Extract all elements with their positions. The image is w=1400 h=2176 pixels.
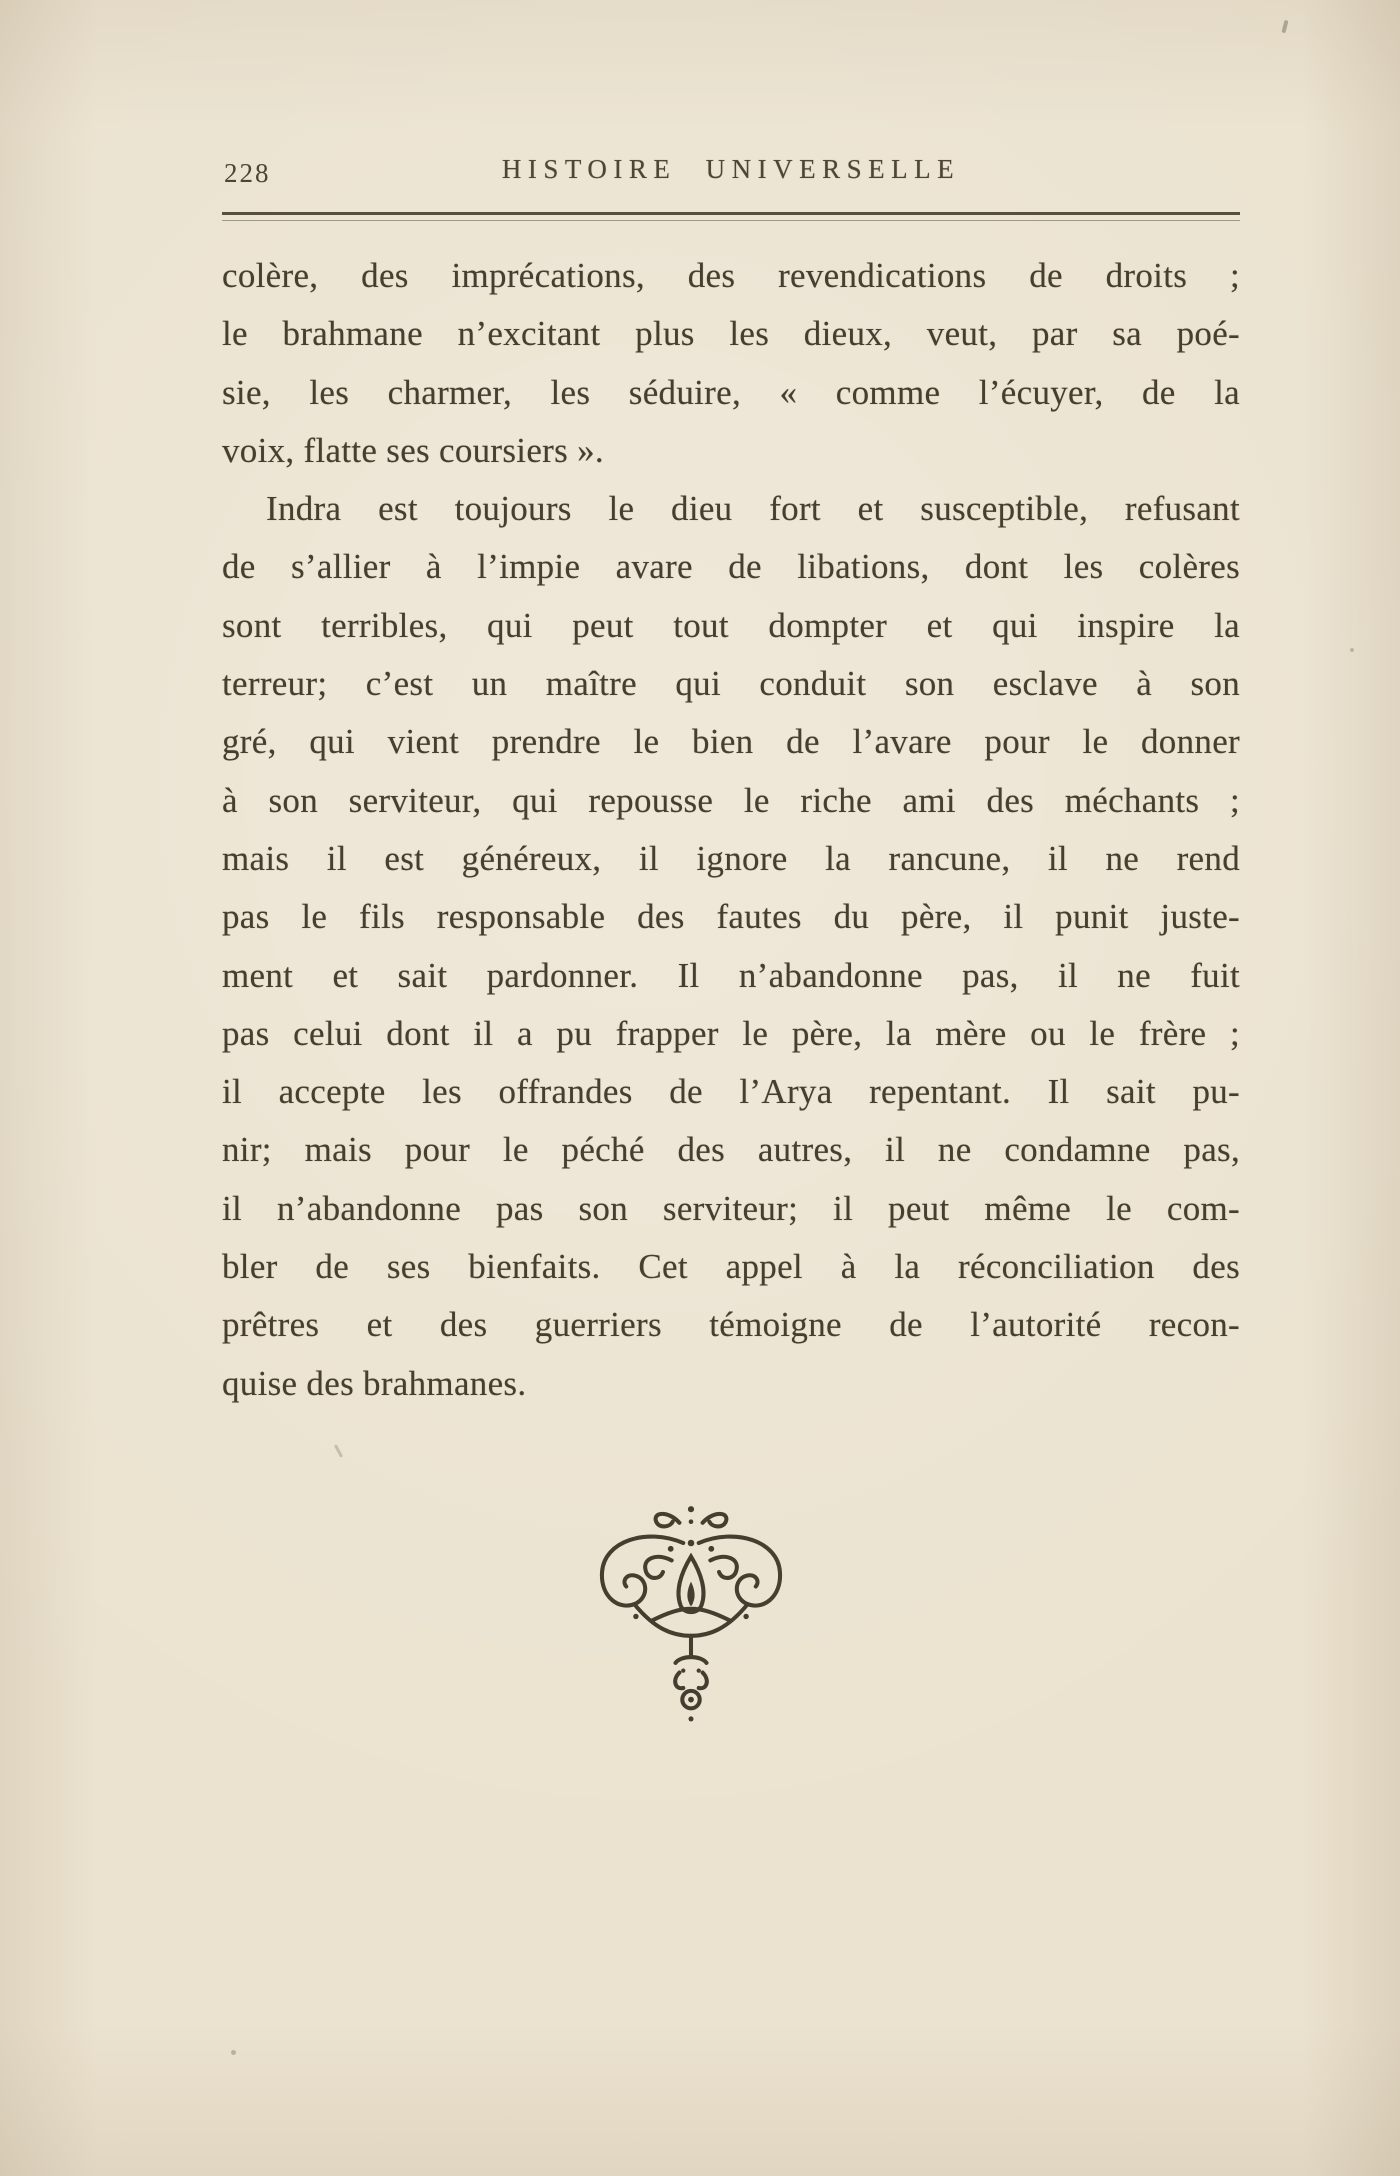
page-number: 228 xyxy=(224,158,271,188)
text-line: pas le fils responsable des fautes du père, il punit juste- xyxy=(222,897,1240,937)
text-line: voix, flatte ses coursiers ». xyxy=(222,430,604,470)
header-rule xyxy=(222,212,1240,221)
text-line: pas celui dont il a pu frapper le père, la mère ou le frère ; xyxy=(222,1013,1240,1053)
text-line: mais il est généreux, il ignore la rancune, il ne rend xyxy=(222,838,1240,878)
text-line: bler de ses bienfaits. Cet appel à la réconciliation des xyxy=(222,1247,1240,1287)
text-line: gré, qui vient prendre le bien de l’avare pour le donner xyxy=(222,722,1240,762)
text-line: sont terribles, qui peut tout dompter et qui inspire la xyxy=(222,605,1240,645)
text-line: il accepte les offrandes de l’Arya repentant. Il sait pu- xyxy=(222,1072,1240,1112)
text-line: terreur; c’est un maître qui conduit son esclave à son xyxy=(222,664,1240,704)
page-header xyxy=(222,150,1240,192)
text-line: à son serviteur, qui repousse le riche ami des méchants ; xyxy=(222,780,1240,820)
text-line: sie, les charmer, les séduire, « comme l’écuyer, de la xyxy=(222,372,1240,412)
text-line: de s’allier à l’impie avare de libations, dont les colères xyxy=(222,547,1240,587)
text-line: colère, des imprécations, des revendications de droits ; xyxy=(222,256,1240,295)
text-line: quise des brahmanes. xyxy=(222,1363,527,1403)
fleuron-ornament-icon xyxy=(575,1498,807,1733)
scan-artifact xyxy=(1281,20,1288,34)
running-title: HISTOIRE UNIVERSELLE xyxy=(501,154,961,184)
text-line: il n’abandonne pas son serviteur; il peut même le com- xyxy=(222,1188,1240,1228)
scan-artifact xyxy=(334,1444,343,1458)
text-line: Indra est toujours le dieu fort et susceptible, refusant xyxy=(266,489,1240,529)
text-line: prêtres et des guerriers témoigne de l’autorité recon- xyxy=(222,1305,1240,1345)
text-line: le brahmane n’excitant plus les dieux, veut, par sa poé- xyxy=(222,314,1240,354)
text-line: ment et sait pardonner. Il n’abandonne pas, il ne fuit xyxy=(222,955,1240,995)
text-line: nir; mais pour le péché des autres, il ne condamne pas, xyxy=(222,1130,1240,1170)
scan-artifact xyxy=(231,2050,236,2055)
body-text xyxy=(222,247,1240,1413)
scan-artifact xyxy=(1350,648,1354,652)
